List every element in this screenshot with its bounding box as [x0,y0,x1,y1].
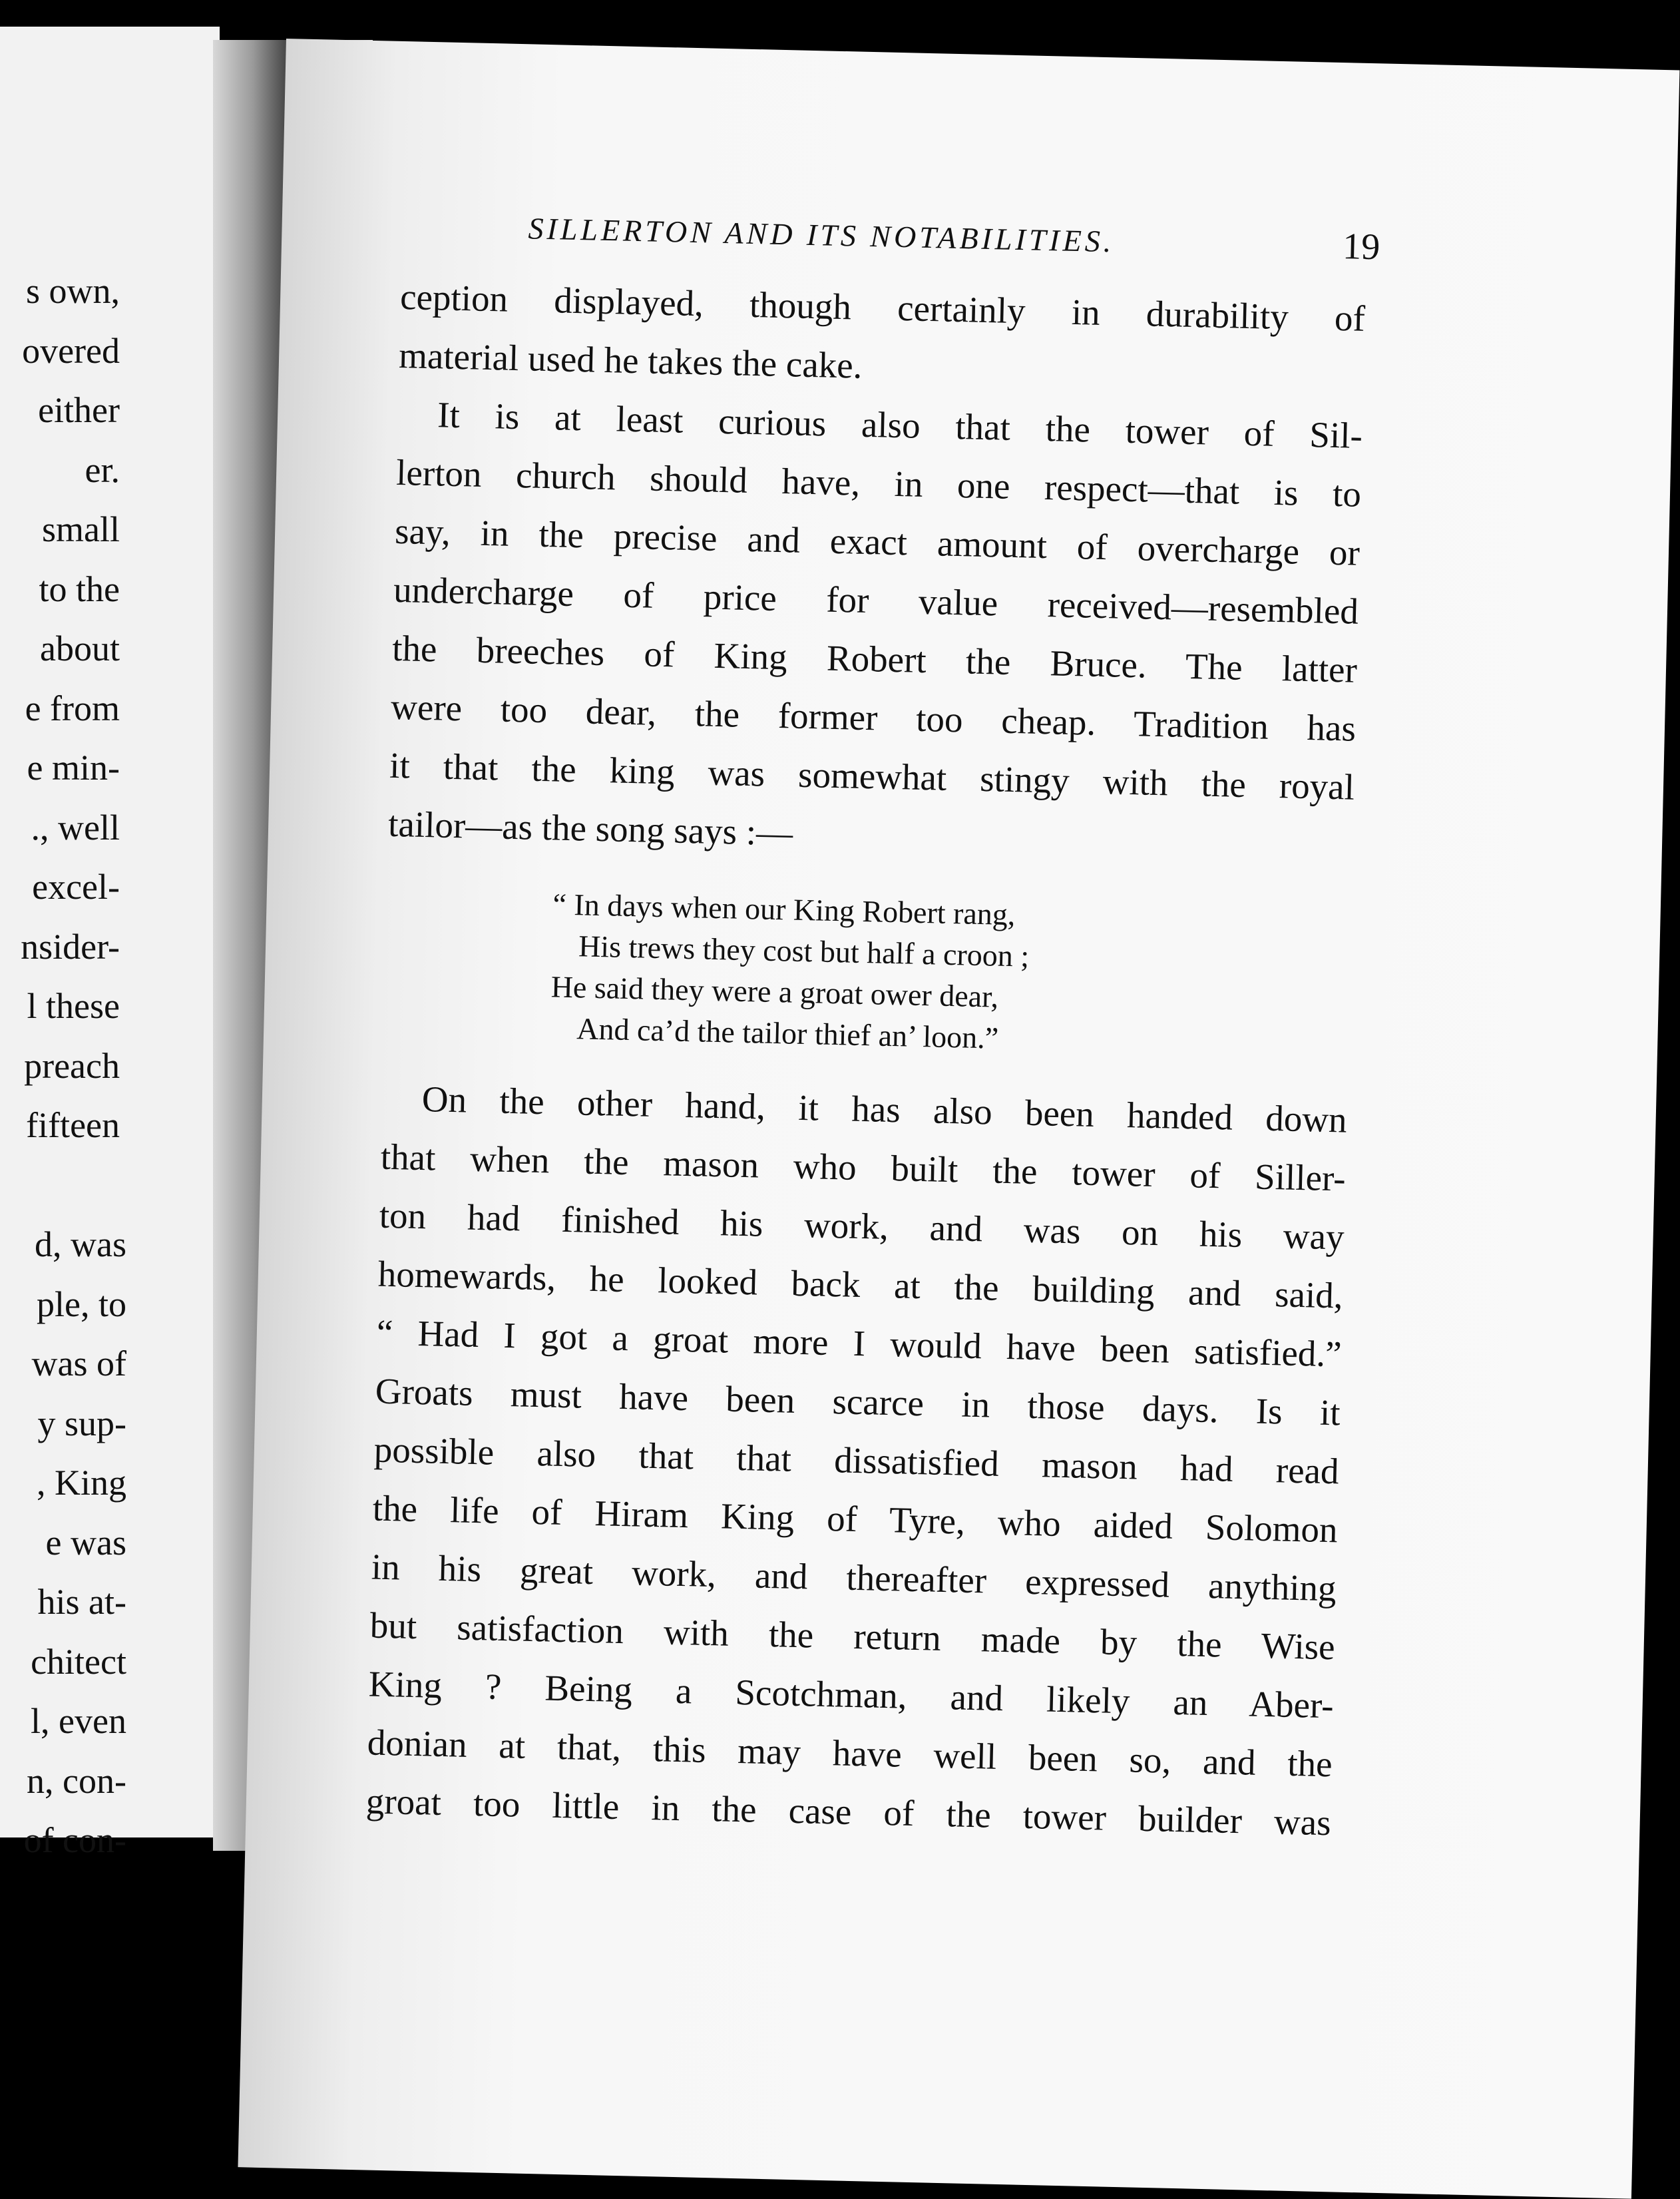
right-page [238,39,1679,2199]
left-page-text-fragment: fifteen [26,1105,120,1145]
text-line: the breeches of King Robert the Bruce. The latter [391,627,1358,690]
text-line: donian at that, this may have well been so, and the [367,1722,1333,1785]
left-page-text-fragment: e was [45,1522,126,1563]
left-page-text-fragment: of con- [23,1820,126,1860]
text-line: it that the king was somewhat stingy with the royal [389,744,1355,808]
text-line: say, in the precise and exact amount of overcharge or [394,510,1361,573]
verse-line: He said they were a groat ower dear, [550,969,999,1014]
left-page-text-fragment: about [40,628,120,668]
text-line: homewards, he looked back at the building and said, [377,1253,1344,1316]
text-line: King ? Being a Scotchman, and likely an Aber- [368,1663,1335,1726]
left-page-text-fragment: d, was [35,1224,126,1264]
left-page-text-fragment: overed [22,330,120,371]
text-line: groat too little in the case of the tower builder was [365,1780,1332,1843]
left-page-text-fragment: was of [31,1344,126,1383]
left-page-text-fragment: l these [27,986,120,1026]
text-line: were too dear, the former too cheap. Tradition has [390,686,1357,749]
text-line: tailor—as the song says :— [387,803,793,854]
verse-quotation [550,883,1352,1067]
text-line: On the other hand, it has also been handed down [421,1079,1348,1140]
left-page-text-fragment: his at- [37,1582,126,1622]
text-line: material used he takes the cake. [398,334,863,386]
running-title: SILLERTON AND ITS NOTABILITIES. [528,211,1115,259]
left-page-text-fragment: , King [37,1463,126,1503]
text-line: but satisfaction with the return made by the Wise [369,1604,1336,1668]
text-line: lerton church should have, in one respect—that is to [395,451,1362,515]
paragraph-1 [398,268,1366,407]
text-line: undercharge of price for value received—resembled [393,569,1359,632]
text-line: that when the mason who built the tower of Siller- [380,1136,1347,1199]
text-line: in his great work, and thereafter expressed anything [371,1546,1337,1609]
left-page-text-fragment: chitect [31,1641,126,1682]
left-page [0,27,220,1860]
left-page-text-fragment: e from [25,688,120,728]
left-page-text-fragment: l, even [31,1701,126,1741]
verse-line: “ In days when our King Robert rang, [552,887,1016,932]
left-page-text-fragment: small [42,509,120,549]
paragraph-3 [365,1069,1348,1853]
page-content [365,208,1381,1852]
left-page-text-fragment: e min- [27,748,120,788]
left-page-text-fragment: er. [85,449,120,490]
left-page-text-fragment: preach [24,1045,120,1086]
text-line: “ Had I got a groat more I would have been satisfied.” [376,1312,1343,1375]
text-line: the life of Hiram King of Tyre, who aided Solomon [372,1487,1339,1551]
left-page-text-fragment: s own, [25,271,120,311]
left-page-text-fragment: to the [39,569,120,609]
text-line: ception displayed, though certainly in durability of [399,276,1366,339]
left-page-text-fragment: excel- [32,867,120,907]
text-line: ton had finished his work, and was on his way [379,1194,1345,1258]
left-page-text-fragment: either [38,390,120,430]
verse-line: His trews they cost but half a croon ; [578,929,1030,973]
left-page-text-fragment: ., well [31,807,120,848]
left-page-text-fragment: ple, to [37,1284,126,1324]
verse-line: And ca’d the tailor thief an’ loon.” [576,1011,999,1055]
left-page-text-fragment: y sup- [37,1403,126,1443]
text-line: It is at least curious also that the tower of Sil- [437,394,1363,456]
left-page-text-fragment: nsider- [21,926,120,967]
text-line: possible also that that dissatisfied mason had read [373,1429,1340,1492]
paragraph-2 [387,385,1363,875]
left-page-text-fragment: n, con- [27,1760,126,1801]
page-number: 19 [1342,226,1381,268]
text-line: Groats must have been scarce in those days. Is it [375,1370,1341,1433]
